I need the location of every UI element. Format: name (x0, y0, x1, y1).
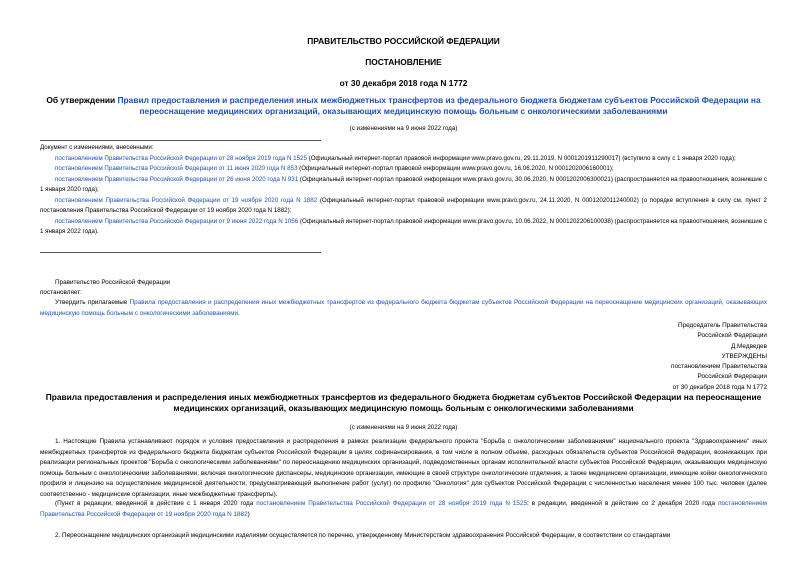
change-text-1: (Официальный интернет-портал правовой информации www.pravo.gov.ru, 29.11.2019, N 0001201911290017) (вступило в силу с 1 января 2020 года); (306, 154, 736, 162)
approved-country: Российской Федерации (697, 373, 767, 381)
approved-label: УТВЕРЖДЕНЫ (721, 352, 767, 360)
signature-name: Д.Медведев (730, 342, 767, 350)
document-title (40, 95, 767, 116)
changes-item (40, 196, 767, 217)
change-text-2: (Официальный интернет-портал правовой информации www.pravo.gov.ru, 16.06.2020, N 0001202006160001); (297, 165, 614, 172)
changes-note: (с изменениями на 9 июня 2022 года) (349, 125, 458, 132)
changes-item (40, 217, 767, 238)
approve-suffix: . (238, 309, 240, 317)
change-link-1[interactable]: постановлением Правительства Российской Федерации от 28 ноября 2019 года N 1525 (55, 154, 307, 162)
document-title-prefix: Об утверждении (46, 95, 118, 105)
approved-date: от 30 декабря 2018 года N 1772 (672, 383, 767, 391)
changes-block (40, 143, 767, 238)
approve-paragraph (40, 298, 767, 319)
rules-note-link-2[interactable]: постановлением Правительства Российской Федерации от 19 ноября 2020 года N 1882 (40, 500, 768, 518)
changes-item (40, 175, 767, 196)
approve-link[interactable]: Правила предоставления и распределения иных межбюджетных трансфертов из федерального бюджета бюджетам субъектов Российской Федерации на переоснащение медицинских организаций, оказывающих медицинскую помощь больным с онкологическими заболеваниями (40, 299, 767, 317)
change-text-3: (Официальный интернет-портал правовой информации www.pravo.gov.ru, 30.06.2020, N 0001202006300021) (распространяется на правоотношения, возникшие с 1 января 2020 года); (40, 175, 767, 193)
rules-paragraph-2: 2. Переоснащение медицинских организаций медицинскими изделиями осуществляется по перечню, утвержденному Министерством здравоохранения Российской Федерации, в соответствии со стандартами (55, 532, 671, 539)
change-link-3[interactable]: постановлением Правительства Российской Федерации от 26 июня 2020 года N 931 (55, 175, 299, 183)
approve-prefix: Утвердить прилагаемые (55, 299, 130, 306)
decides-line: постановляет: (40, 289, 82, 296)
changes-intro: Документ с изменениями, внесенными: (40, 144, 154, 151)
rules-note-link-1[interactable]: постановлением Правительства Российской Федерации от 28 ноября 2019 года N 1525 (256, 500, 528, 507)
document-type-heading: ПОСТАНОВЛЕНИЕ (365, 57, 442, 67)
government-line: Правительство Российской Федерации (55, 279, 171, 286)
divider-bottom (40, 252, 321, 253)
signature-position: Председатель Правительства (678, 322, 767, 329)
rules-note-suffix: ) (247, 510, 250, 518)
document-title-link[interactable]: Правил предоставления и распределения иных межбюджетных трансфертов из федерального бюджета бюджетам субъектов Российской Федерации на переоснащение медицинских организаций, оказывающих медицинскую помощь больным с онкологическими заболеваниями (117, 95, 761, 116)
change-text-4: (Официальный интернет-портал правовой информации www.pravo.gov.ru, 24.11.2020, N 0001202011240002) (о порядке вступления в силу см. пункт 2 постановления Правительства Российской Федерации от 19 ноября 2020 года N 1882); (40, 196, 767, 214)
government-heading: ПРАВИТЕЛЬСТВО РОССИЙСКОЙ ФЕДЕРАЦИИ (307, 36, 500, 46)
change-link-5[interactable]: постановлением Правительства Российской Федерации от 9 июня 2022 года N 1056 (55, 217, 299, 225)
change-link-4[interactable]: постановлением Правительства Российской Федерации от 19 ноября 2020 года N 1882 (55, 196, 318, 204)
changes-item (40, 164, 767, 175)
rules-paragraph-1-note (40, 499, 767, 520)
rules-title: Правила предоставления и распределения иных межбюджетных трансфертов из федерального бюджета бюджетам субъектов Российской Федерации на переоснащение медицинских организаций, оказывающих медицинскую помощь больным с онкологическими заболеваниями (45, 392, 762, 413)
change-text-5: (Официальный интернет-портал правовой информации www.pravo.gov.ru, 10.06.2022, N 0001202206100038) (распространяется на правоотношения, возникшие с 1 января 2022 года). (40, 217, 767, 235)
rules-paragraph-1: 1. Настоящие Правила устанавливают порядок и условия предоставления и распределения в рамках реализации федерального проекта "Борьба с онкологическими заболеваниями" национального проекта "Здравоохранение" иных межбюджетных трансфертов из федерального бюджета бюджетам субъектов Российской Федерации в целях софинансирования, в том числе в полном объеме, расходных обязательств субъектов Российской Федерации, возникающих при реализации региональных проектов "Борьба с онкологическими заболеваниями" по переоснащению медицинских организаций, подведомственных органам исполнительной власти субъектов Российской Федерации, оказывающих медицинскую помощь больным с онкологическими заболеваниями, включая онкологические диспансеры, медицинские организации, имеющие в своей структуре онкологические отделения, а также медицинские организации, имеющие койки онкологического профиля и лицензию на осуществление медицинской деятельности, предусматривающей выполнение работ (услуг) по профилю "Онкология" для субъектов Российской Федерации с численностью населения менее 100 тыс. человек (далее соответственно - медицинские организации, иные межбюджетные трансферты). (40, 438, 767, 498)
change-link-2[interactable]: постановлением Правительства Российской Федерации от 11 июня 2020 года N 853 (55, 165, 298, 172)
signature-block (671, 321, 767, 393)
changes-item (40, 154, 767, 165)
divider-top (40, 140, 321, 141)
rules-note-middle: ; в редакции, введенной в действие со 2 декабря 2020 года (527, 500, 719, 507)
rules-changes-note: (с изменениями на 9 июня 2022 года) (349, 424, 458, 431)
signature-country: Российской Федерации (697, 332, 767, 340)
rules-note-prefix: (Пункт в редакции, введенной в действие с 1 января 2020 года (55, 500, 257, 507)
approved-by: постановлением Правительства (671, 363, 767, 371)
document-date-number: от 30 декабря 2018 года N 1772 (339, 78, 468, 88)
